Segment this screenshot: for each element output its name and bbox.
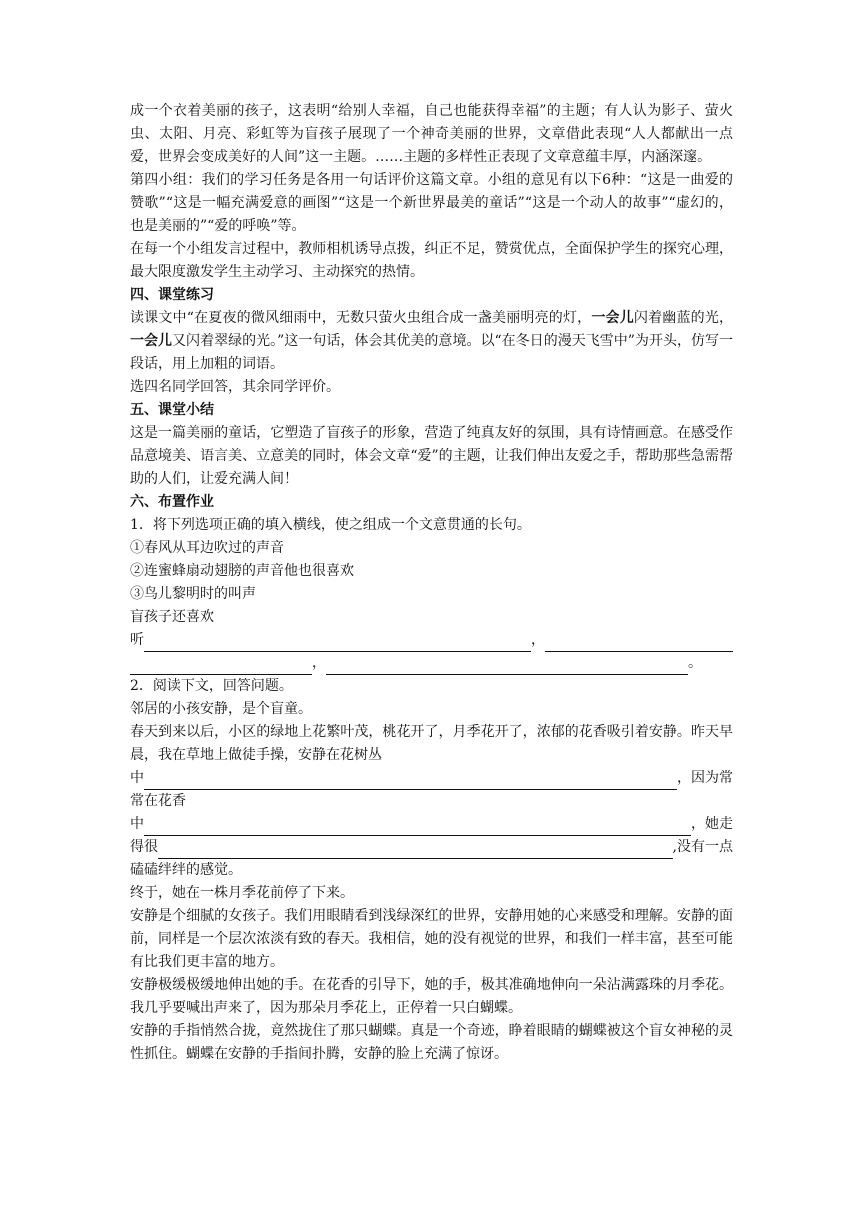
text-span: 听 bbox=[130, 632, 144, 648]
text-span: ，她走 bbox=[691, 816, 733, 832]
reading-paragraph-9: 安静是个细腻的女孩子。我们用眼睛看到浅绿深红的世界，安静用她的心来感受和理解。安静的面前，同样是一个层次浓淡有致的春天。我相信，她的没有视觉的世界，和我们一样丰富，甚至可能有比我们更丰富的地方。 bbox=[130, 908, 733, 970]
answer-blank[interactable] bbox=[130, 658, 312, 675]
bold-word: 一会儿 bbox=[130, 333, 173, 349]
paragraph-group4: 第四小组：我们的学习任务是各用一句话评价这篇文章。小组的意见有以下6种：“这是一曲爱的赞歌”“这是一幅充满爱意的画图”“这是一个新世界最美的童话”“这是一个动人的故事”“虚幻的，也是美丽的”“爱的呼唤”等。 bbox=[130, 172, 733, 234]
reading-paragraph-10: 安静极缓极缓地伸出她的手。在花香的引导下，她的手，极其准确地伸向一朵沾满露珠的月季花。我几乎要喊出声来了，因为那朵月季花上，正停着一只白蝴蝶。 bbox=[130, 977, 733, 1016]
text-span: 中 bbox=[130, 770, 144, 786]
text-span: 读课文中“在夏夜的微风细雨中，无数只萤火虫组合成一盏美丽明亮的灯， bbox=[130, 310, 592, 326]
section-heading-homework: 六、布置作业 bbox=[130, 494, 214, 510]
bold-word: 一会儿 bbox=[591, 310, 634, 326]
option-3: ③鸟儿黎明时的叫声 bbox=[130, 586, 256, 602]
fill-line-3 bbox=[130, 767, 733, 790]
reading-line-1: 邻居的小孩安静，是个盲童。 bbox=[130, 701, 312, 717]
paragraph-teacher-note: 在每一个小组发言过程中，教师相机诱导点拨，纠正不足，赞赏优点，全面保护学生的探究心理，最大限度激发学生主动学习、主动探究的热情。 bbox=[130, 241, 733, 280]
text-span: 又闪着翠绿的光。”这一句话，体会其优美的意境。以“在冬日的漫天飞雪中”为开头，仿写一段话，用上加粗的词语。 bbox=[130, 333, 733, 372]
paragraph-practice-task bbox=[130, 307, 733, 376]
option-1: ①春风从耳边吹过的声音 bbox=[130, 540, 284, 556]
answer-blank[interactable] bbox=[144, 773, 677, 790]
text-span: 中 bbox=[130, 816, 144, 832]
text-span: 闪着幽蓝的光， bbox=[633, 310, 734, 326]
section-heading-practice: 四、课堂练习 bbox=[130, 287, 214, 303]
reading-line-8: 终于，她在一株月季花前停了下来。 bbox=[130, 885, 354, 901]
question-1: 1．将下列选项正确的填入横线，使之组成一个文意贯通的长句。 bbox=[130, 517, 531, 533]
question-2: 2．阅读下文，回答问题。 bbox=[130, 678, 293, 694]
text-span: ,没有一点 bbox=[672, 839, 733, 855]
text-span: ，因为常 bbox=[677, 770, 733, 786]
reading-line-4: 常在花香 bbox=[130, 793, 186, 809]
reading-paragraph-11: 安静的手指悄然合拢，竟然拢住了那只蝴蝶。真是一个奇迹，睁着眼睛的蝴蝶被这个盲女神秘的灵性抓住。蝴蝶在安静的手指间扑腾，安静的脸上充满了惊讶。 bbox=[130, 1023, 733, 1062]
text-span: 得很 bbox=[130, 839, 158, 855]
paragraph-practice-answer: 选四名同学回答，其余同学评价。 bbox=[130, 379, 340, 395]
reading-line-7: 磕磕绊绊的感觉。 bbox=[130, 862, 242, 878]
question-1-lead: 盲孩子还喜欢 bbox=[130, 609, 214, 625]
fill-line-4 bbox=[130, 813, 733, 836]
section-heading-summary: 五、课堂小结 bbox=[130, 402, 214, 418]
fill-line-5 bbox=[130, 836, 733, 859]
text-span: 。 bbox=[688, 655, 702, 671]
answer-blank[interactable] bbox=[144, 819, 691, 836]
answer-blank[interactable] bbox=[326, 658, 688, 675]
paragraph-summary: 这是一篇美丽的童话，它塑造了盲孩子的形象，营造了纯真友好的氛围，具有诗情画意。在感受作品意境美、语言美、立意美的同时，体会文章“爱”的主题，让我们伸出友爱之手，帮助那些急需帮助的人们，让爱充满人间！ bbox=[130, 425, 733, 487]
answer-blank[interactable] bbox=[545, 635, 733, 652]
paragraph-themes: 成一个衣着美丽的孩子，这表明“给别人幸福，自己也能获得幸福”的主题；有人认为影子、萤火虫、太阳、月亮、彩虹等为盲孩子展现了一个神奇美丽的世界，文章借此表现“人人都献出一点爱，世界会变成美好的人间”这一主题。……主题的多样性正表现了文章意蕴丰厚，内涵深邃。 bbox=[130, 103, 733, 165]
answer-blank[interactable] bbox=[144, 635, 531, 652]
fill-line-1 bbox=[130, 629, 733, 652]
document-page bbox=[130, 100, 733, 1066]
answer-blank[interactable] bbox=[158, 842, 673, 859]
fill-line-2 bbox=[130, 652, 733, 675]
text-span: ， bbox=[531, 632, 545, 648]
reading-line-2: 春天到来以后，小区的绿地上花繁叶茂，桃花开了，月季花开了，浓郁的花香吸引着安静。昨天早晨，我在草地上做徒手操，安静在花树丛 bbox=[130, 724, 733, 763]
option-2: ②连蜜蜂扇动翅膀的声音他也很喜欢 bbox=[130, 563, 354, 579]
text-span: ， bbox=[312, 655, 326, 671]
